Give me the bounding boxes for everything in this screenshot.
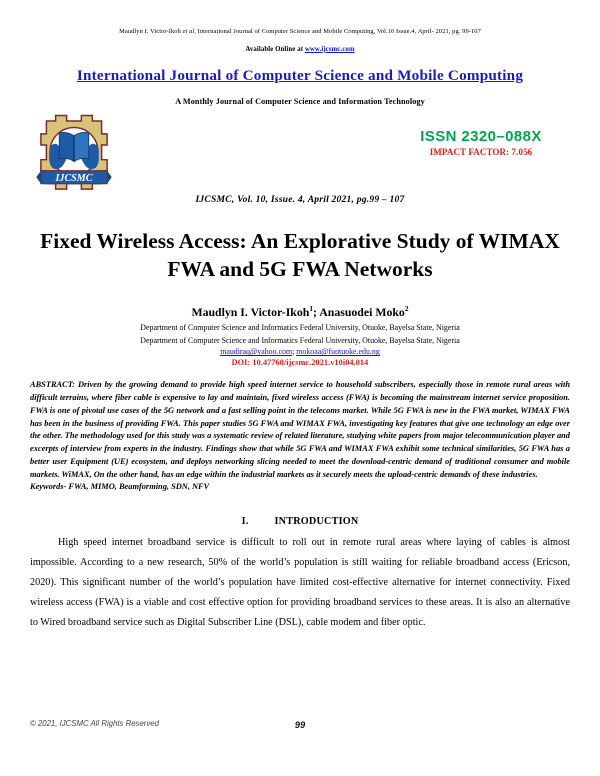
email-link-1[interactable]: maudiraq@yahoo.com <box>220 347 293 357</box>
ijcsmc-logo <box>26 110 122 202</box>
journal-subtitle: A Monthly Journal of Computer Science and Information Technology <box>175 96 425 106</box>
running-head-post: , International Journal of Computer Science and Mobile Computing, Vol.10 Issue.4, April- 2021, pg. 99-107 <box>194 28 481 35</box>
affiliation-2: Department of Computer Science and Informatics Federal University, Otuoke, Bayelsa State, Nigeria <box>140 336 460 346</box>
email-separator: ; <box>292 347 297 357</box>
journal-website-link[interactable]: www.ijcsmc.com <box>304 45 355 53</box>
footer-copyright: © 2021, IJCSMC All Rights Reserved <box>30 719 159 728</box>
abstract-text: ABSTRACT: Driven by the growing demand to provide high speed internet service to household subscribers, especially those in remote rural areas with difficult terrains, where fiber cable is expensive to lay and maintain, fixed wireless access (FWA) is becoming the mainstream internet service proposition. FWA is one of pivotal use cases of the 5G network and a fast selling point in the telecoms market. While 5G FWA is new in the FWA market, WIMAX FWA has been in the business of providing FWA. This paper studies 5G FWA and WIMAX FWA, investigating key features that give one technology an edge over the other. The methodology used for this study was a systematic review of related literature, studying white papers from major telecommunication player and excerpts of interview from experts in the industry. Findings show that while 5G FWA and WIMAX FWA exhibit some technical similarities, 5G FWA has a better user Equipment (UE) ecosystem, and deploys networking slicing needed to meet the download-centric demand of traditional consumer and mobile markets. WiMAX, On the other hand, has an edge within the industrial markets as it securely meets the upload-centric demands of these industries. <box>30 380 570 479</box>
issn-block <box>386 128 576 157</box>
keywords-text: Keywords- FWA, MIMO, Beamforming, SDN, NFV <box>30 482 210 492</box>
available-online-line <box>0 46 600 53</box>
section-title: INTRODUCTION <box>274 516 359 528</box>
available-online-label: Available Online at <box>245 45 304 53</box>
email-link-2[interactable]: mokoaa@fuotuoke.edu.ng <box>296 347 380 357</box>
logo-banner-text: IJCSMC <box>55 172 93 184</box>
running-head-etal: et al <box>182 28 195 35</box>
introduction-paragraph: High speed internet broadband service is difficult to roll out in remote rural areas where laying of cables is almost impossible. According to a new research, 50% of the world’s population is still waiting for reliable broadband access (Ericson, 2020). This significant number of the world’s population have limited cost-effective alternative for internet connectivity. Fixed wireless access (FWA) is a viable and cost effective option for providing broadband services to these areas. It is also an alternative to Wired broadband service such as Digital Subscriber Line (DSL), cable modem and fiber optic. <box>30 537 570 628</box>
ijcsmc-logo-icon <box>26 110 122 202</box>
author-emails <box>0 347 600 356</box>
page-footer <box>30 719 570 728</box>
running-head <box>0 0 600 36</box>
impact-factor: IMPACT FACTOR: 7.056 <box>429 146 533 157</box>
running-head-pre: Maudlyn I. Victor-Ikoh <box>119 28 183 35</box>
author-list <box>0 304 600 320</box>
issn-number: ISSN 2320–088X <box>420 127 542 145</box>
journal-title: International Journal of Computer Science and Mobile Computing <box>76 66 524 84</box>
volume-issue-line: IJCSMC, Vol. 10, Issue. 4, April 2021, pg.99 – 107 <box>195 193 405 205</box>
section-heading-introduction <box>0 516 600 527</box>
page-title: Fixed Wireless Access: An Explorative Study of WIMAX FWA and 5G FWA Networks <box>40 228 560 282</box>
footer-page-number: 99 <box>294 719 306 730</box>
affiliation-1: Department of Computer Science and Informatics Federal University, Otuoke, Bayelsa State, Nigeria <box>140 322 460 332</box>
masthead-band <box>0 106 600 192</box>
section-numeral: I. <box>241 516 249 528</box>
doi-text[interactable]: DOI: 10.47760/ijcsmc.2021.v10i04.014 <box>231 358 369 368</box>
author-names: Maudlyn I. Victor-Ikoh$^1$; Anasuodei Moko$^2$ <box>191 303 409 319</box>
